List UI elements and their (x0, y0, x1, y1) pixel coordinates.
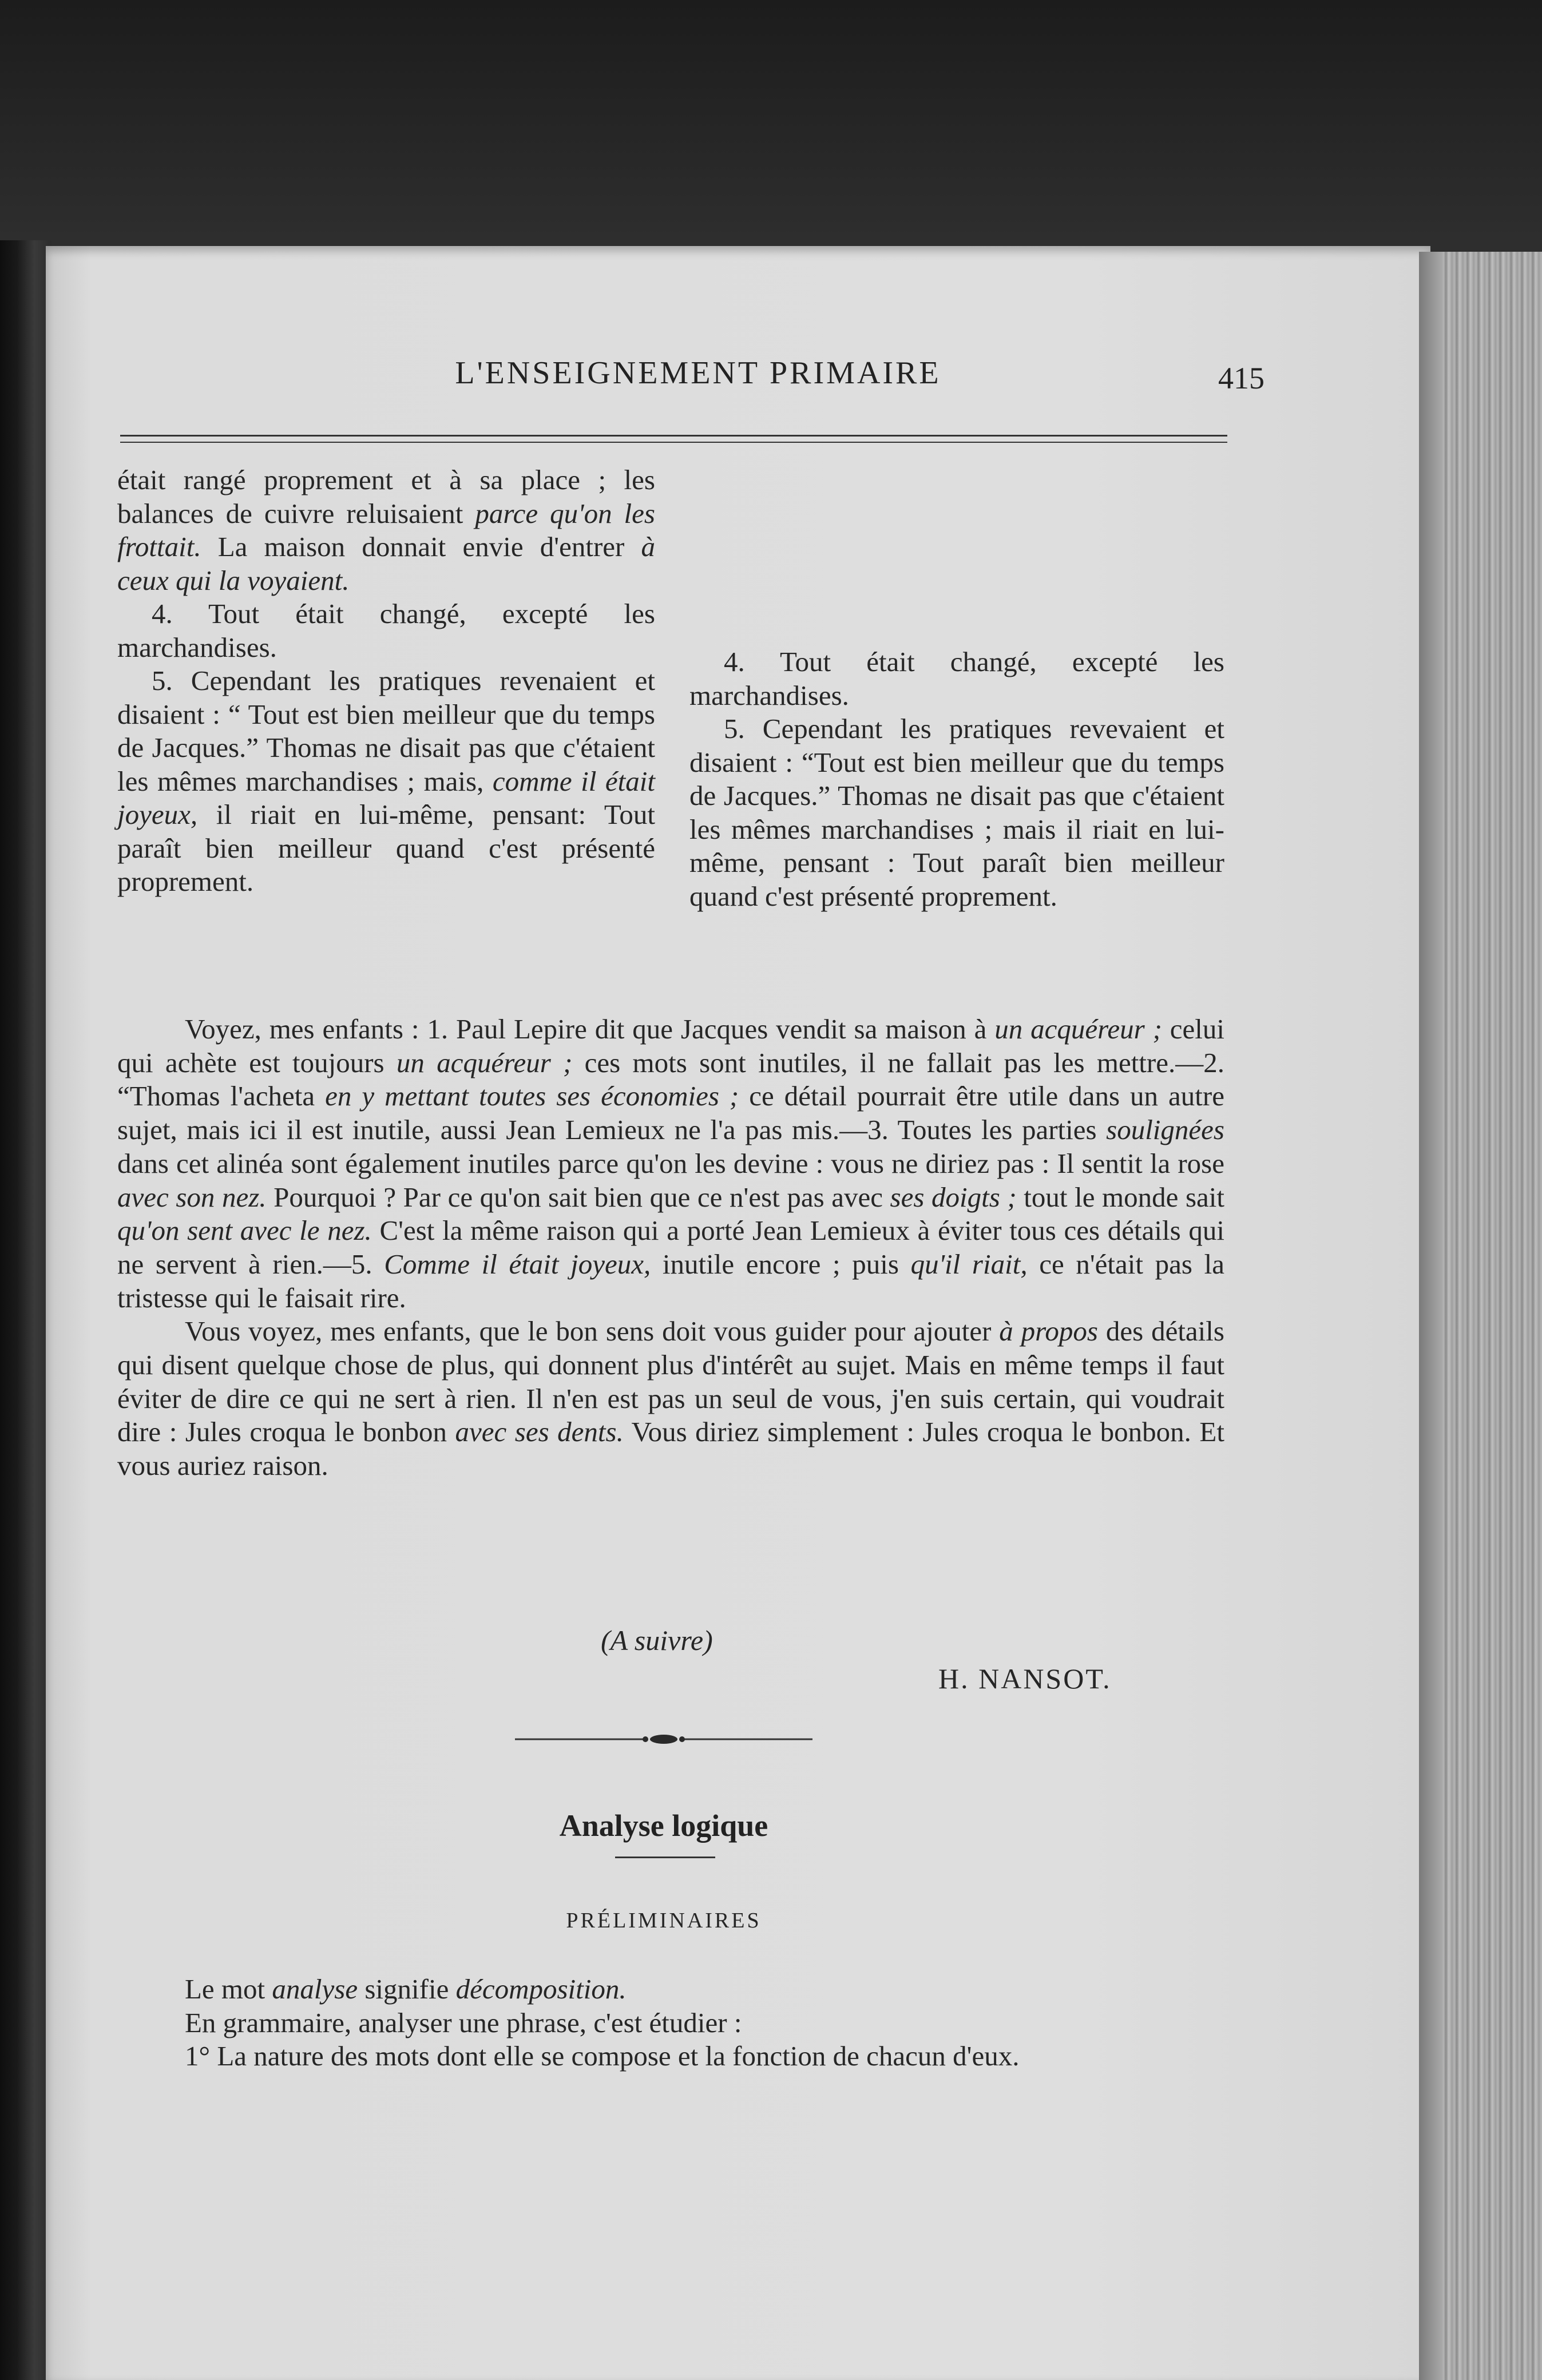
body-text (117, 1013, 1224, 1483)
title-underline (615, 1857, 715, 1858)
italic-text: analyse (272, 1973, 358, 2005)
text-run: 5. Cependant les pratiques revenaient et disaient : “ Tout est bien meilleur que du temps de Jacques.” Thomas ne disait pas que c'étaient les mêmes marchandises ; mais, (117, 665, 655, 797)
right-column-paragraph: 5. Cependant les pratiques revevaient et disaient : “Tout est bien meilleur que du temps de Jacques.” Thomas ne disait pas que c'étaient les mêmes marchandises ; mais il riait en lui-même, pensant : Tout paraît bien meilleur quand c'est présenté proprement. (689, 713, 1224, 912)
book-spine (0, 240, 51, 2380)
section-body (117, 1973, 1224, 2073)
italic-text: avec son nez. (117, 1181, 267, 1213)
running-title: L'ENSEIGNEMENT PRIMAIRE (455, 355, 941, 391)
text-run: Voyez, mes enfants : 1. Paul Lepire dit que Jacques vendit sa maison à (185, 1013, 995, 1045)
text-run: C'est la même raison qui a porté Jean Lemieux à éviter tous ces détails qui ne servent à rien.—5. (117, 1215, 1224, 1280)
section-paragraph: 1° La nature des mots dont elle se compose et la fonction de chacun d'eux. (185, 2040, 1020, 2072)
left-column-paragraph (117, 463, 655, 597)
left-column (117, 463, 655, 899)
section-subtitle: PRÉLIMINAIRES (566, 1909, 762, 1933)
text-run: Vous voyez, mes enfants, que le bon sens doit vous guider pour ajouter (185, 1315, 1000, 1347)
italic-text: qu'il riait, (910, 1248, 1028, 1280)
text-run: il riait en lui-même, pensant: Tout paraît bien meilleur quand c'est présenté proprement. (117, 799, 655, 897)
text-run: Le mot (185, 1973, 272, 2005)
italic-text: un acquéreur ; (994, 1013, 1162, 1045)
text-run: ces mots sont inutiles, il ne fallait pas les mettre.—2. “Thomas l'acheta (117, 1046, 1224, 1112)
text-run: des détails qui disent quelque chose de plus, qui donnent plus d'intérêt au sujet. Mais en même temps il faut éviter de dire ce qui ne sert à rien. Il n'en est pas un seul de vous, j'en suis certain, qui voudrait dire : Jules croqua le bonbon (117, 1315, 1224, 1448)
text-run: inutile encore ; puis (651, 1248, 911, 1280)
italic-text: en y mettant toutes ses économies ; (325, 1080, 739, 1112)
text-run: ce n'était pas la tristesse qui le faisait rire. (117, 1248, 1224, 1314)
page-edges (1419, 252, 1542, 2380)
text-run: Vous diriez simplement : Jules croqua le bonbon. Et vous auriez raison. (117, 1416, 1224, 1482)
text-run: était rangé proprement et à sa place ; les balances de cuivre reluisaient (117, 464, 655, 529)
left-column-paragraph (117, 664, 655, 899)
text-run: signifie (358, 1973, 456, 2005)
text-run: tout le monde sait (1016, 1181, 1224, 1213)
italic-text: soulignées (1106, 1114, 1224, 1146)
ornament-divider-icon (515, 1728, 812, 1751)
text-run: ce détail pourrait être utile dans un autre sujet, mais ici il est inutile, aussi Jean Lemieux ne l'a pas mis.—3. Toutes les parties (117, 1080, 1224, 1146)
body-paragraph (117, 1315, 1224, 1483)
author-signature: H. NANSOT. (938, 1663, 1112, 1695)
section-paragraph (117, 1973, 1224, 2006)
italic-text: ses doigts ; (890, 1181, 1017, 1213)
page-number: 415 (1218, 361, 1264, 395)
header-rule-top (120, 435, 1227, 437)
italic-text: comme il était joyeux, (117, 765, 656, 830)
text-run: celui qui achète est toujours (117, 1013, 1225, 1078)
italic-text: un acquéreur ; (396, 1046, 573, 1078)
right-column (689, 645, 1224, 913)
italic-text: parce qu'on les frottait. (117, 497, 655, 562)
text-run: La maison donnait envie d'entrer (201, 531, 641, 562)
italic-text: à ceux qui la voyaient. (117, 531, 655, 596)
to-be-continued: (A suivre) (601, 1624, 713, 1656)
left-column-paragraph: 4. Tout était changé, excepté les marchandises. (117, 598, 655, 663)
body-paragraph (117, 1013, 1224, 1315)
section-title: Analyse logique (559, 1808, 768, 1843)
italic-text: qu'on sent avec le nez. (117, 1215, 372, 1247)
text-run: dans cet alinéa sont également inutiles parce qu'on les devine : vous ne diriez pas : Il sentit la rose (117, 1147, 1224, 1179)
header-rule-bottom (120, 442, 1227, 443)
text-run: Pourquoi ? Par ce qu'on sait bien que ce n'est pas avec (266, 1181, 890, 1213)
italic-text: à propos (999, 1315, 1098, 1347)
italic-text: avec ses dents. (455, 1416, 624, 1448)
section-paragraph: En grammaire, analyser une phrase, c'est étudier : (185, 2006, 742, 2038)
right-column-paragraph: 4. Tout était changé, excepté les marchandises. (689, 646, 1224, 711)
italic-text: décomposition. (455, 1973, 627, 2005)
italic-text: Comme il était joyeux, (384, 1248, 651, 1280)
